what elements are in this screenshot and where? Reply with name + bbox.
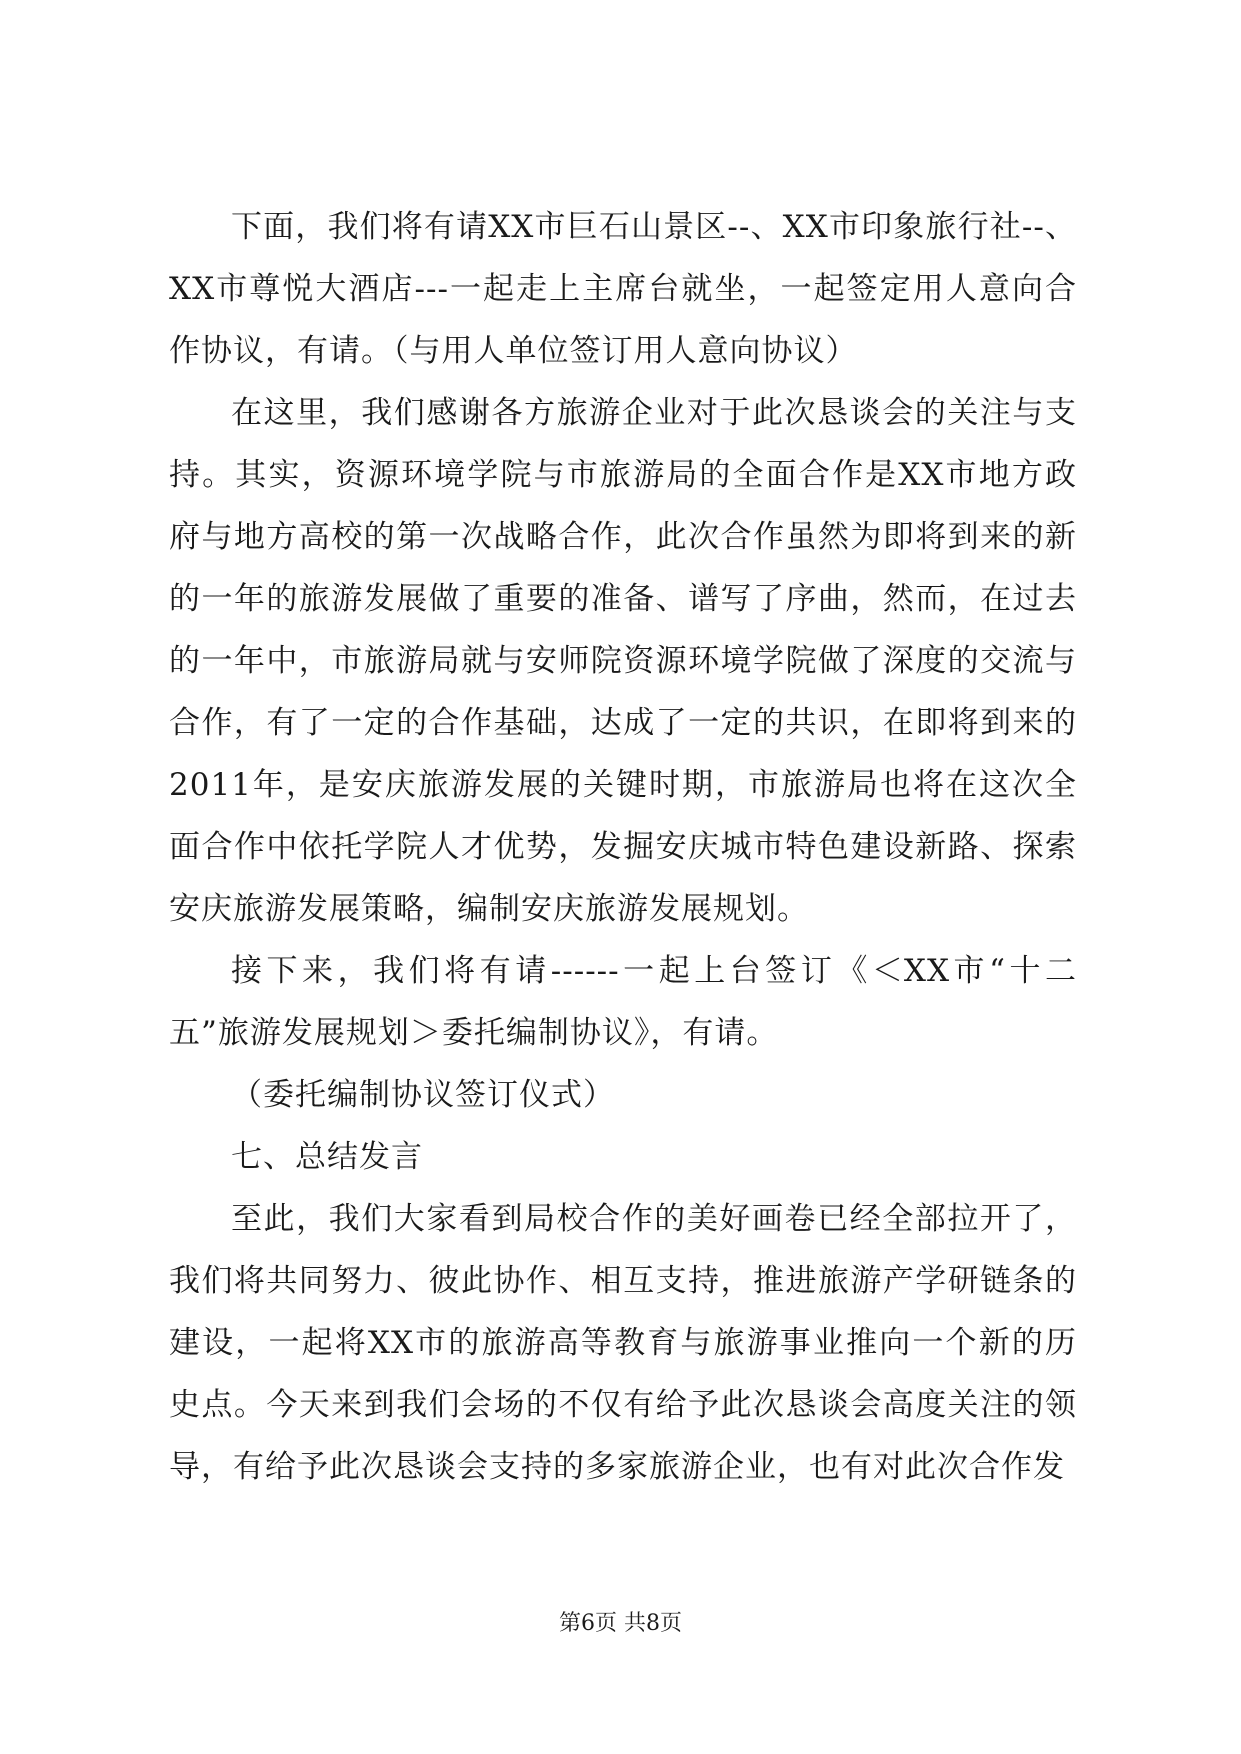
document-body: [169, 196, 1077, 1498]
paragraph-planning-agreement: 接下来，我们将有请------一起上台签订《＜XX市“十二五”旅游发展规划＞委托编制协议》，有请。: [169, 953, 1077, 1051]
section-heading-summary: 七、总结发言: [231, 1139, 423, 1175]
page-footer: 第6页 共8页: [559, 1611, 682, 1636]
paragraph-signing-ceremony: （委托编制协议签订仪式）: [231, 1077, 615, 1113]
paragraph-thanks-cooperation: 在这里，我们感谢各方旅游企业对于此次恳谈会的关注与支持。其实，资源环境学院与市旅游局的全面合作是XX市地方政府与地方高校的第一次战略合作，此次合作虽然为即将到来的新的一年的旅游发展做了重要的准备、谱写了序曲，然而，在过去的一年中，市旅游局就与安师院资源环境学院做了深度的交流与合作，有了一定的合作基础，达成了一定的共识，在即将到来的2011年，是安庆旅游发展的关键时期，市旅游局也将在这次全面合作中依托学院人才优势，发掘安庆城市特色建设新路、探索安庆旅游发展策略，编制安庆旅游发展规划。: [169, 395, 1077, 927]
paragraph-signing-employers: 下面，我们将有请XX市巨石山景区--、XX市印象旅行社--、XX市尊悦大酒店---一起走上主席台就坐，一起签定用人意向合作协议，有请。（与用人单位签订用人意向协议）: [169, 209, 1077, 369]
paragraph-summary: 至此，我们大家看到局校合作的美好画卷已经全部拉开了，我们将共同努力、彼此协作、相互支持，推进旅游产学研链条的建设，一起将XX市的旅游高等教育与旅游事业推向一个新的历史点。今天来到我们会场的不仅有给予此次恳谈会高度关注的领导，有给予此次恳谈会支持的多家旅游企业，也有对此次合作发: [169, 1201, 1077, 1485]
